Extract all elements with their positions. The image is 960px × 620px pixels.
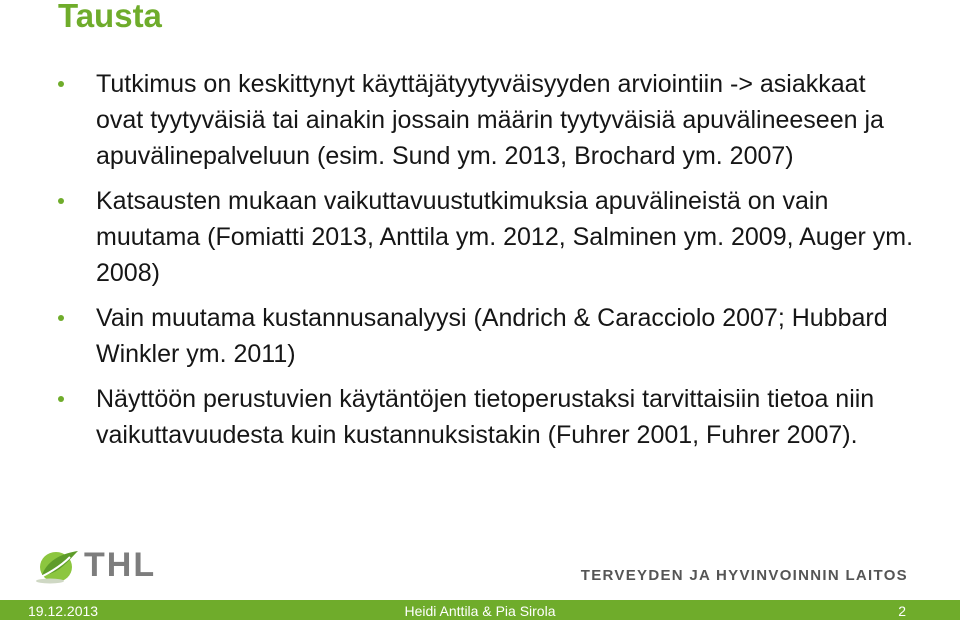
bullet-text: Vain muutama kustannusanalyysi (Andrich & Caracciolo 2007; Hubbard Winkler ym. 2011) — [96, 304, 888, 368]
bullet-dot-icon — [58, 198, 64, 204]
leaf-globe-icon — [34, 545, 80, 585]
bullet-list — [58, 66, 918, 462]
page-number: 2 — [898, 603, 906, 619]
bullet-dot-icon — [58, 396, 64, 402]
footer-date: 19.12.2013 — [28, 603, 99, 619]
bullet-item — [58, 66, 918, 174]
bullet-item — [58, 183, 918, 291]
footer-bar — [0, 600, 960, 620]
bullet-text: Katsausten mukaan vaikuttavuustutkimuksia apuvälineistä on vain muutama (Fomiatti 2013, Anttila ym. 2012, Salminen ym. 2009, Auger ym. 2008) — [96, 187, 914, 287]
bullet-text: Näyttöön perustuvien käytäntöjen tietoperustaksi tarvittaisiin tietoa niin vaikuttavuudesta kuin kustannuksistakin (Fuhrer 2001, Fuhrer 2007). — [96, 385, 875, 449]
bullet-dot-icon — [58, 81, 64, 87]
bullet-dot-icon — [58, 315, 64, 321]
bullet-text: Tutkimus on keskittynyt käyttäjätyytyväisyyden arviointiin -> asiakkaat ovat tyytyväisiä tai ainakin jossain määrin tyytyväisiä apuvälineeseen ja apuvälinepalveluun (esim. Sund ym. 2013, Brochard ym. 2007) — [96, 70, 884, 170]
organization-name: TERVEYDEN JA HYVINVOINNIN LAITOS — [580, 567, 908, 584]
logo-text: THL — [84, 546, 157, 584]
footer-authors: Heidi Anttila & Pia Sirola — [404, 603, 556, 619]
thl-logo — [34, 545, 164, 585]
bullet-item — [58, 381, 918, 453]
slide-title: Tausta — [58, 0, 162, 34]
bullet-item — [58, 300, 918, 372]
